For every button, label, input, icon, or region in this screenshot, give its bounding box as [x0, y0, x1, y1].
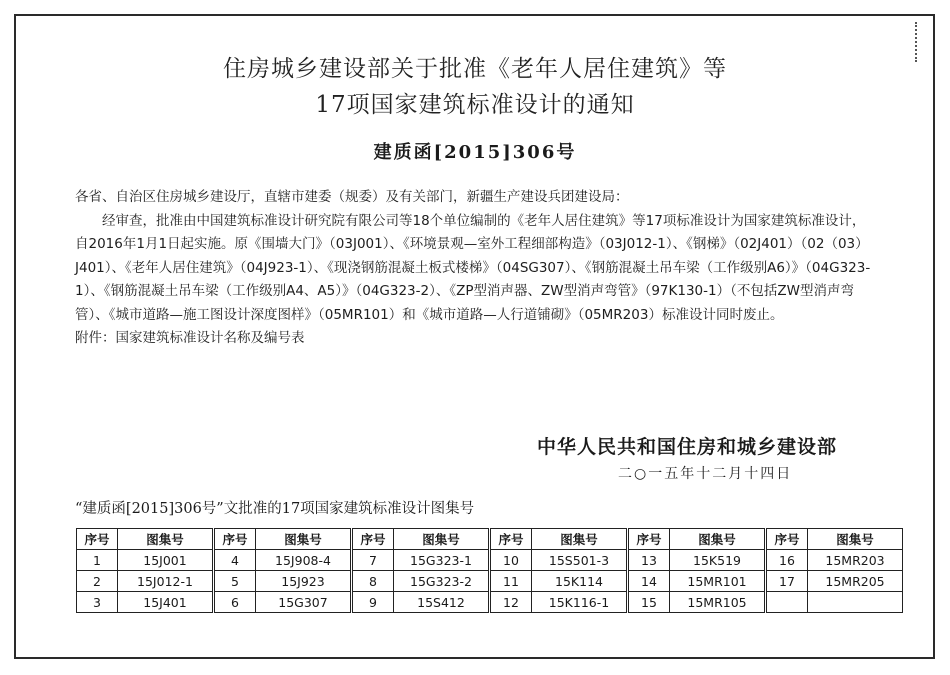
table-row [77, 550, 903, 571]
atlas-code: 15G323-1 [394, 550, 490, 571]
row-number: 6 [214, 592, 256, 613]
issuing-authority: 中华人民共和国住房和城乡建设部 [537, 436, 838, 458]
atlas-code: 15J001 [118, 550, 214, 571]
row-number: 17 [766, 571, 808, 592]
atlas-code: 15J401 [118, 592, 214, 613]
atlas-code [808, 592, 903, 613]
row-number: 10 [490, 550, 532, 571]
document-number: 建质函[2015]306号 [373, 142, 577, 163]
row-number: 1 [77, 550, 118, 571]
atlas-code: 15J012-1 [118, 571, 214, 592]
row-number: 12 [490, 592, 532, 613]
row-number: 11 [490, 571, 532, 592]
header-no: 序号 [77, 529, 118, 550]
header-no: 序号 [628, 529, 670, 550]
header-code: 图集号 [808, 529, 903, 550]
atlas-code: 15S412 [394, 592, 490, 613]
atlas-code: 15K519 [670, 550, 766, 571]
header-no: 序号 [490, 529, 532, 550]
atlas-code: 15MR105 [670, 592, 766, 613]
attachment-note: 附件：国家建筑标准设计名称及编号表 [75, 330, 305, 346]
header-code: 图集号 [118, 529, 214, 550]
header-no: 序号 [214, 529, 256, 550]
issue-date: 二○一五年十二月十四日 [618, 466, 793, 482]
row-number: 16 [766, 550, 808, 571]
row-number: 9 [352, 592, 394, 613]
atlas-code: 15MR205 [808, 571, 903, 592]
body-paragraph: 经审查，批准由中国建筑标准设计研究院有限公司等18个单位编制的《老年人居住建筑》等17项标准设计为国家建筑标准设计，自2016年1月1日起实施。原《围墙大门》（03J001）、《环境景观—室外工程细部构造》（03J012-1）、《钢梯》（02J401）（02（03）J401）、《老年人居住建筑》（04J923-1）、《现浇钢筋混凝土板式楼梯》（04SG307）、《钢筋混凝土吊车梁（工作级别A6）》（04G323-1）、《钢筋混凝土吊车梁（工作级别A4、A5）》（04G323-2）、《ZP型消声器、ZW型消声弯管》（97K130-1）（不包括ZW型消声弯管）、《城市道路—施工图设计深度图样》（05MR101）和《城市道路—人行道铺砌》（05MR203）标准设计同时废止。 [75, 212, 871, 323]
row-number: 14 [628, 571, 670, 592]
atlas-code: 15G307 [256, 592, 352, 613]
salutation: 各省、自治区住房城乡建设厅，直辖市建委（规委）及有关部门，新疆生产建设兵团建设局： [75, 189, 629, 205]
table-header-row [77, 529, 903, 550]
row-number: 7 [352, 550, 394, 571]
row-number: 13 [628, 550, 670, 571]
header-code: 图集号 [256, 529, 352, 550]
header-code: 图集号 [532, 529, 628, 550]
atlas-code: 15MR101 [670, 571, 766, 592]
row-number: 3 [77, 592, 118, 613]
atlas-code: 15K116-1 [532, 592, 628, 613]
notice-title-line1: 住房城乡建设部关于批准《老年人居住建筑》等 [223, 56, 727, 82]
atlas-code: 15K114 [532, 571, 628, 592]
atlas-code: 15J908-4 [256, 550, 352, 571]
row-number: 15 [628, 592, 670, 613]
header-no: 序号 [766, 529, 808, 550]
header-code: 图集号 [394, 529, 490, 550]
row-number: 2 [77, 571, 118, 592]
row-number: 4 [214, 550, 256, 571]
notice-title-line2: 17项国家建筑标准设计的通知 [315, 92, 635, 118]
header-no: 序号 [352, 529, 394, 550]
table-row [77, 571, 903, 592]
notice-body [75, 186, 875, 351]
row-number: 5 [214, 571, 256, 592]
row-number [766, 592, 808, 613]
atlas-code: 15S501-3 [532, 550, 628, 571]
atlas-code: 15J923 [256, 571, 352, 592]
table-row [77, 592, 903, 613]
atlas-code: 15MR203 [808, 550, 903, 571]
atlas-code: 15G323-2 [394, 571, 490, 592]
atlas-number-table [76, 528, 903, 613]
header-code: 图集号 [670, 529, 766, 550]
row-number: 8 [352, 571, 394, 592]
table-title: “建质函[2015]306号”文批准的17项国家建筑标准设计图集号 [75, 501, 475, 517]
